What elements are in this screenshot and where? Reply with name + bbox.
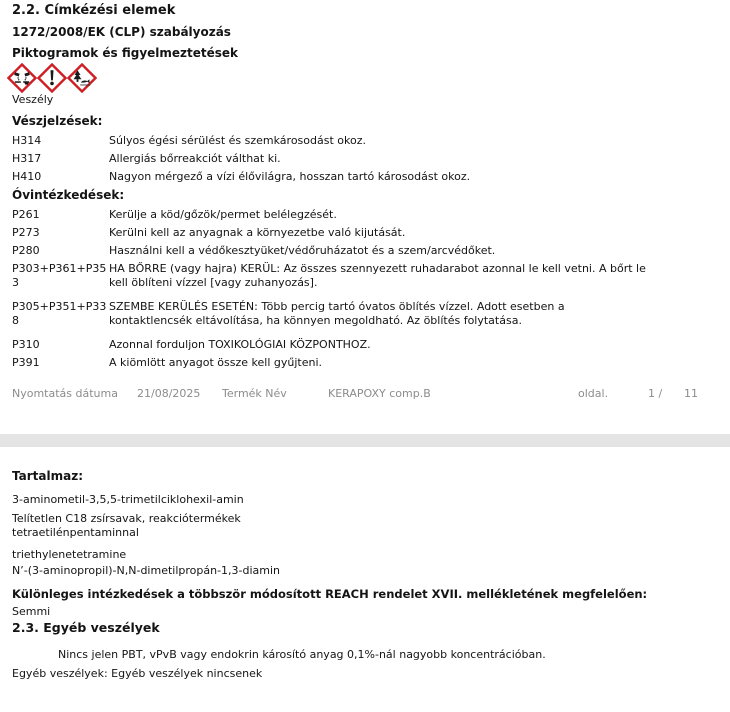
precautionary-text: SZEMBE KERÜLÉS ESETÉN: Több percig tartó óvatos öblítés vízzel. Adott esetben a kontaktlencsék eltávolítása, ha könnyen megoldható. Az öblítés folytatása. [109,300,565,327]
hazard-statement-row [12,134,718,148]
page-total: 11 [684,387,698,400]
hazard-text: Allergiás bőrreakciót válthat ki. [109,152,281,165]
hazard-text: Súlyos égési sérülést és szemkárosodást okoz. [109,134,366,147]
substance-name: N’-(3-aminopropil)-N,N-dimetilpropán-1,3-diamin [12,564,281,577]
precautionary-statement-row [12,300,718,328]
print-date-value: 21/08/2025 [137,387,201,400]
precautionary-code: P273 [12,226,40,239]
hazard-text: Nagyon mérgező a vízi élővilágra, hosszan tartó károsodást okoz. [109,170,471,183]
signal-word: Veszély [12,93,54,106]
precautionary-statement-row [12,338,718,352]
substance-name: triethylenetetramine [12,548,127,561]
precautionary-statement-row [12,262,718,290]
precautionary-code: P391 [12,356,40,369]
ghs09-environment-icon [67,63,97,93]
sds-page-2-section [0,469,730,681]
hazard-code: H314 [12,134,42,147]
ghs07-exclamation-mark-icon [37,63,67,93]
sds-page-1-section [0,3,730,370]
page-current: 1 / [648,387,663,400]
ghs05-corrosion-icon [7,63,37,93]
precautionary-statement-row [12,208,718,222]
print-date-label: Nyomtatás dátuma [12,387,118,400]
contains-heading: Tartalmaz: [12,469,83,483]
page-break-divider [0,434,730,447]
substance-name: 3-aminometil-3,5,5-trimetilciklohexil-amin [12,493,244,506]
precautionary-statement-row [12,244,718,258]
precautionary-statements-list [12,208,718,370]
precautionary-code: P303+P361+P353 [12,262,107,289]
product-name-value: KERAPOXY comp.B [328,387,431,400]
section-2-3-title: 2.3. Egyéb veszélyek [12,620,160,635]
precautionary-text: Kerülni kell az anyagnak a környezetbe való kijutását. [109,226,406,239]
other-hazards-line: Egyéb veszélyek: Egyéb veszélyek nincsenek [12,667,263,680]
hazard-code: H317 [12,152,42,165]
pictograms-heading: Piktogramok és figyelmeztetések [12,46,239,60]
precautionary-statements-heading: Óvintézkedések: [12,188,125,202]
precautionary-text: Kerülje a köd/gőzök/permet belélegzését. [109,208,337,221]
hazard-statements-heading: Vészjelzések: [12,114,103,128]
precautionary-text: Azonnal forduljon TOXIKOLÓGIAI KÖZPONTHOZ. [109,338,371,351]
product-name-label: Termék Név [222,387,287,400]
hazard-statement-row [12,152,718,166]
hazard-statement-row [12,170,718,184]
substances-list [12,493,718,578]
substance-name: Telítetlen C18 zsírsavak, reakciótermékek tetraetilénpentaminnal [12,512,241,539]
section-2-2-title: 2.2. Címkézési elemek [12,3,176,18]
precautionary-code: P261 [12,208,40,221]
precautionary-code: P310 [12,338,40,351]
precautionary-text: Használni kell a védőkesztyüket/védőruházatot és a szem/arcvédőket. [109,244,496,257]
reach-annex-value: Semmi [12,605,51,618]
precautionary-code: P305+P351+P338 [12,300,107,327]
hazard-code: H410 [12,170,42,183]
ghs-pictogram-row [7,63,718,93]
precautionary-statement-row [12,226,718,240]
pbt-vpvb-statement: Nincs jelen PBT, vPvB vagy endokrin károsító anyag 0,1%-nál nagyobb koncentrációban. [58,648,546,661]
precautionary-code: P280 [12,244,40,257]
clp-regulation-line: 1272/2008/EK (CLP) szabályozás [12,25,231,39]
precautionary-statement-row [12,356,718,370]
reach-annex-heading: Különleges intézkedések a többször módosított REACH rendelet XVII. mellékletének megfelelően: [12,587,648,601]
page-footer [0,387,730,401]
precautionary-text: HA BŐRRE (vagy hajra) KERÜL: Az összes szennyezett ruhadarabot azonnal le kell vetni. A bőrt le kell öblíteni vízzel [vagy zuhanyozás]. [109,262,646,289]
hazard-statements-list [12,134,718,184]
precautionary-text: A kiömlött anyagot össze kell gyűjteni. [109,356,322,369]
page-label: oldal. [578,387,609,400]
